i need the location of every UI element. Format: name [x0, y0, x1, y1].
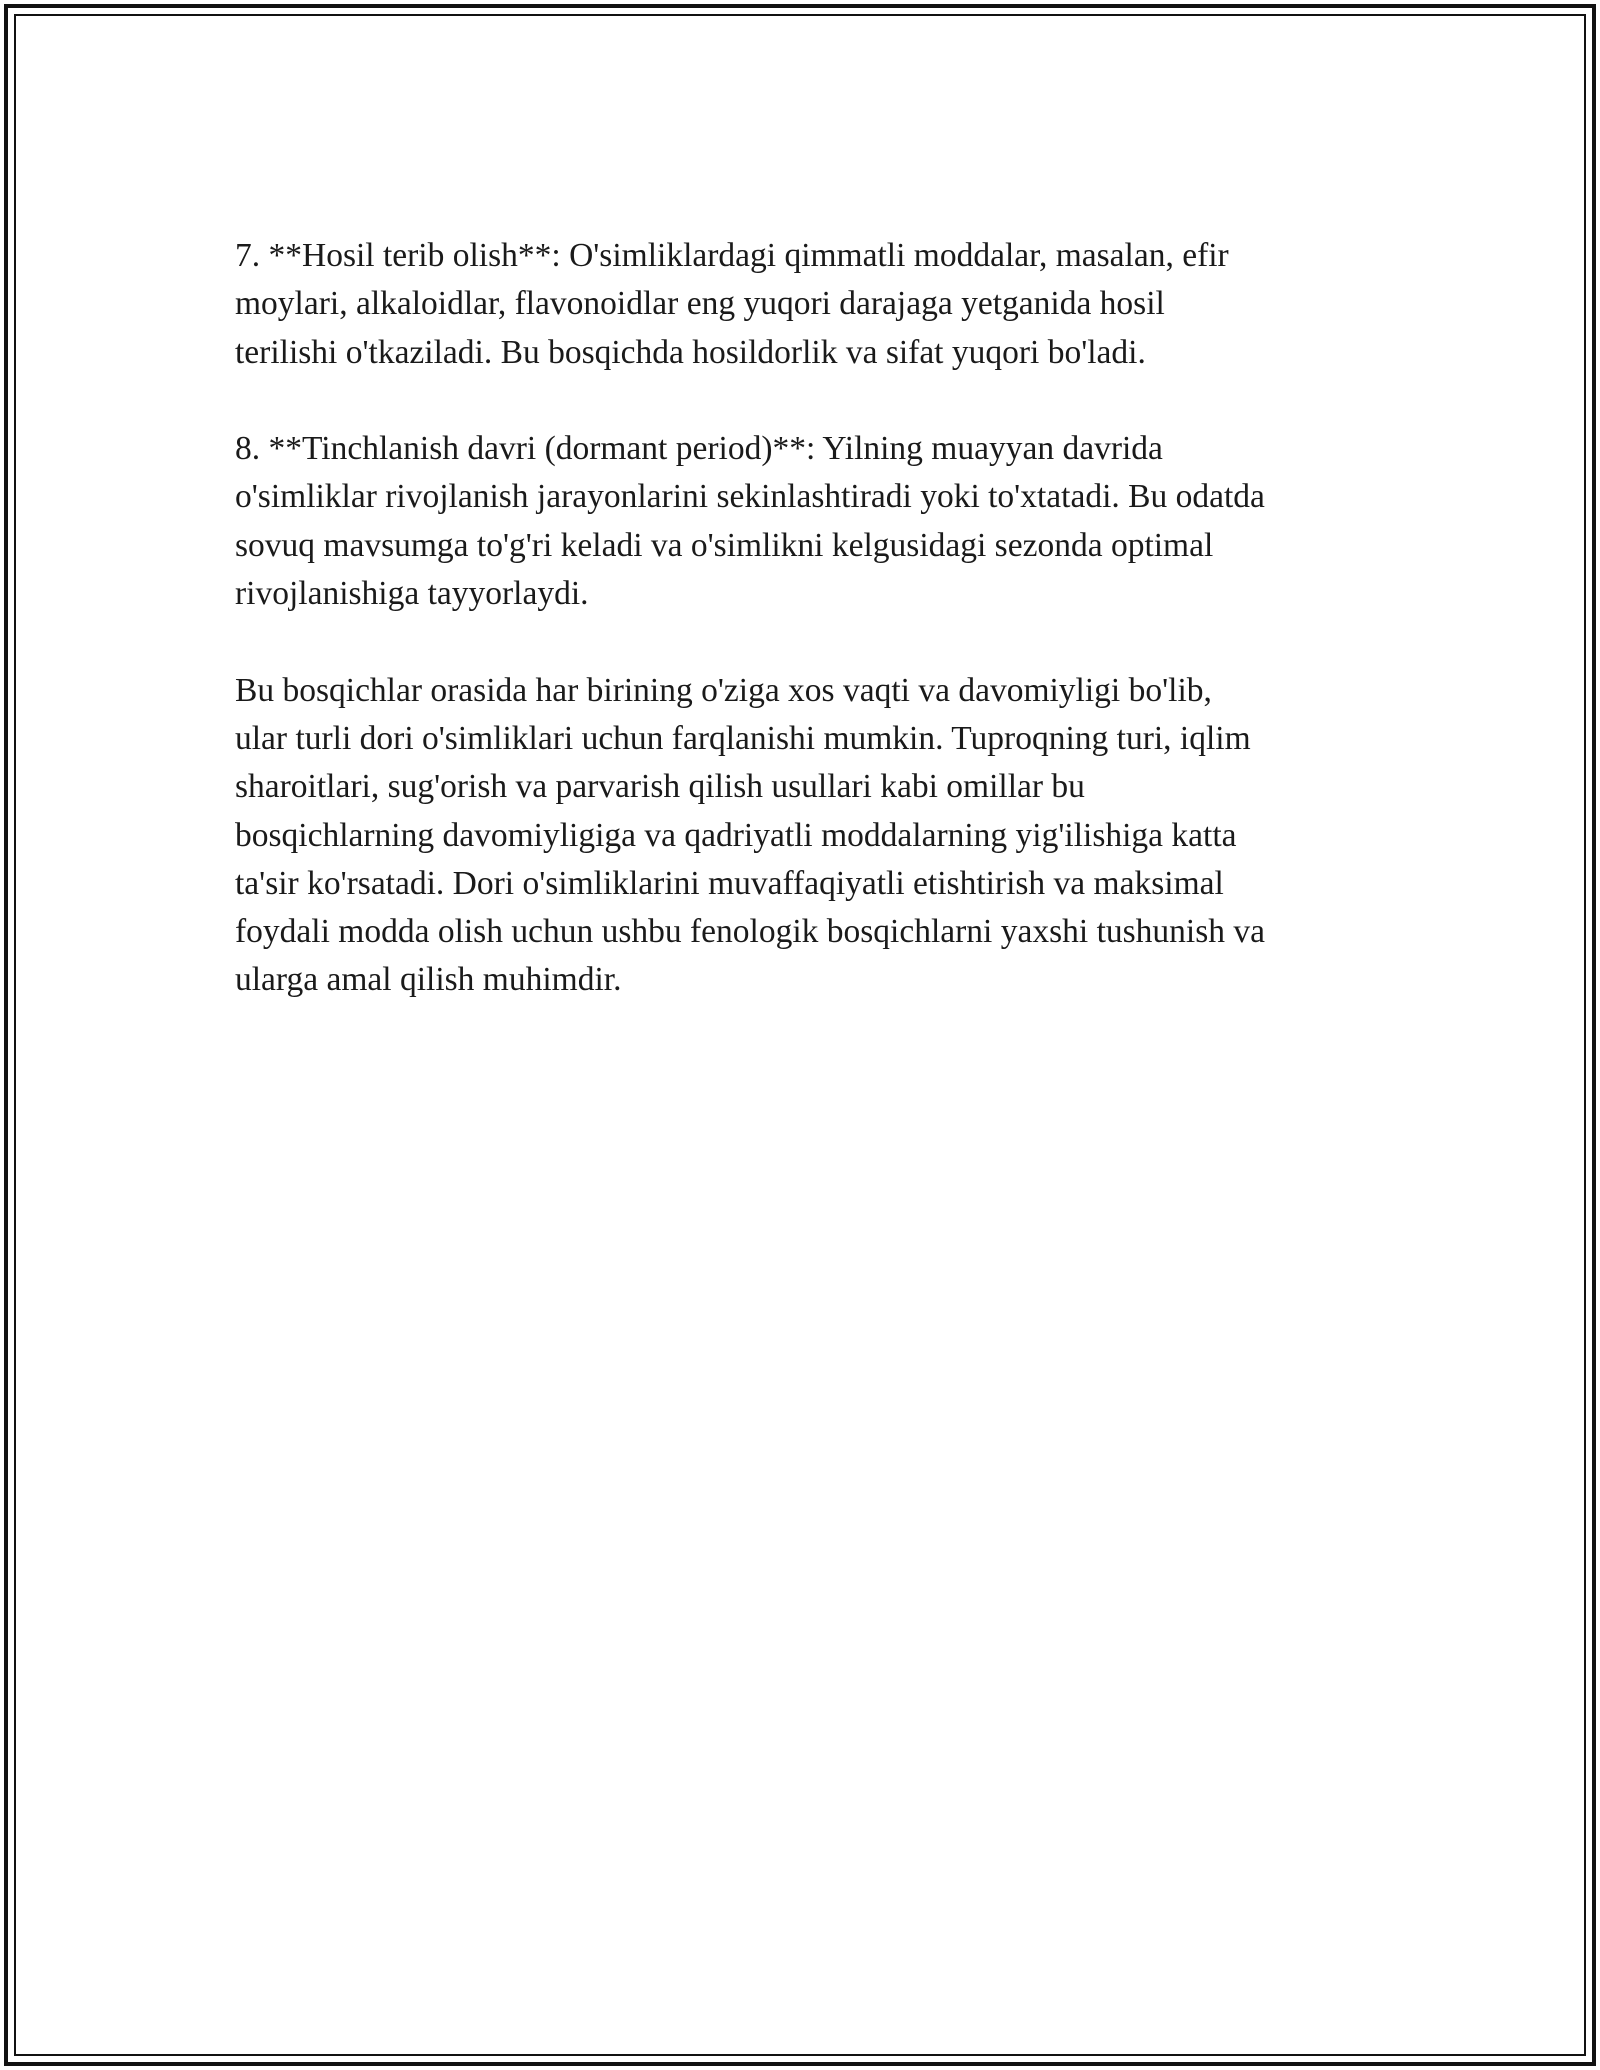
text-line: terilishi o'tkaziladi. Bu bosqichda hosildorlik va sifat yuqori bo'ladi.	[235, 333, 1146, 371]
text-line: bosqichlarning davomiyligiga va qadriyatli moddalarning yig'ilishiga katta	[235, 816, 1237, 854]
text-line: ular turli dori o'simliklari uchun farqlanishi mumkin. Tuproqning turi, iqlim	[235, 719, 1251, 757]
text-line: 7. **Hosil terib olish**: O'simliklardagi qimmatli moddalar, masalan, efir	[235, 237, 1229, 274]
text-line: foydali modda olish uchun ushbu fenologik bosqichlarni yaxshi tushunish va	[235, 913, 1266, 951]
text-line: sharoitlari, sug'orish va parvarish qilish usullari kabi omillar bu	[235, 768, 1085, 806]
text-line: ularga amal qilish muhimdir.	[235, 961, 622, 999]
text-line: Bu bosqichlar orasida har birining o'ziga xos vaqti va davomiyligi bo'lib,	[235, 671, 1212, 709]
text-line: rivojlanishiga tayyorlaydi.	[235, 575, 589, 613]
document-body	[235, 232, 1375, 1053]
paragraph-dormant-period	[235, 425, 1375, 618]
text-line: ta'sir ko'rsatadi. Dori o'simliklarini muvaffaqiyatli etishtirish va maksimal	[235, 864, 1224, 902]
text-line: o'simliklar rivojlanish jarayonlarini sekinlashtiradi yoki to'xtatadi. Bu odatda	[235, 478, 1265, 516]
text-line: 8. **Tinchlanish davri (dormant period)**: Yilning muayyan davrida	[235, 430, 1163, 468]
paragraph-harvest	[235, 232, 1375, 377]
text-line: moylari, alkaloidlar, flavonoidlar eng yuqori darajaga yetganida hosil	[235, 285, 1165, 323]
text-line: sovuq mavsumga to'g'ri keladi va o'simlikni kelgusidagi sezonda optimal	[235, 526, 1214, 564]
paragraph-summary	[235, 667, 1375, 1005]
